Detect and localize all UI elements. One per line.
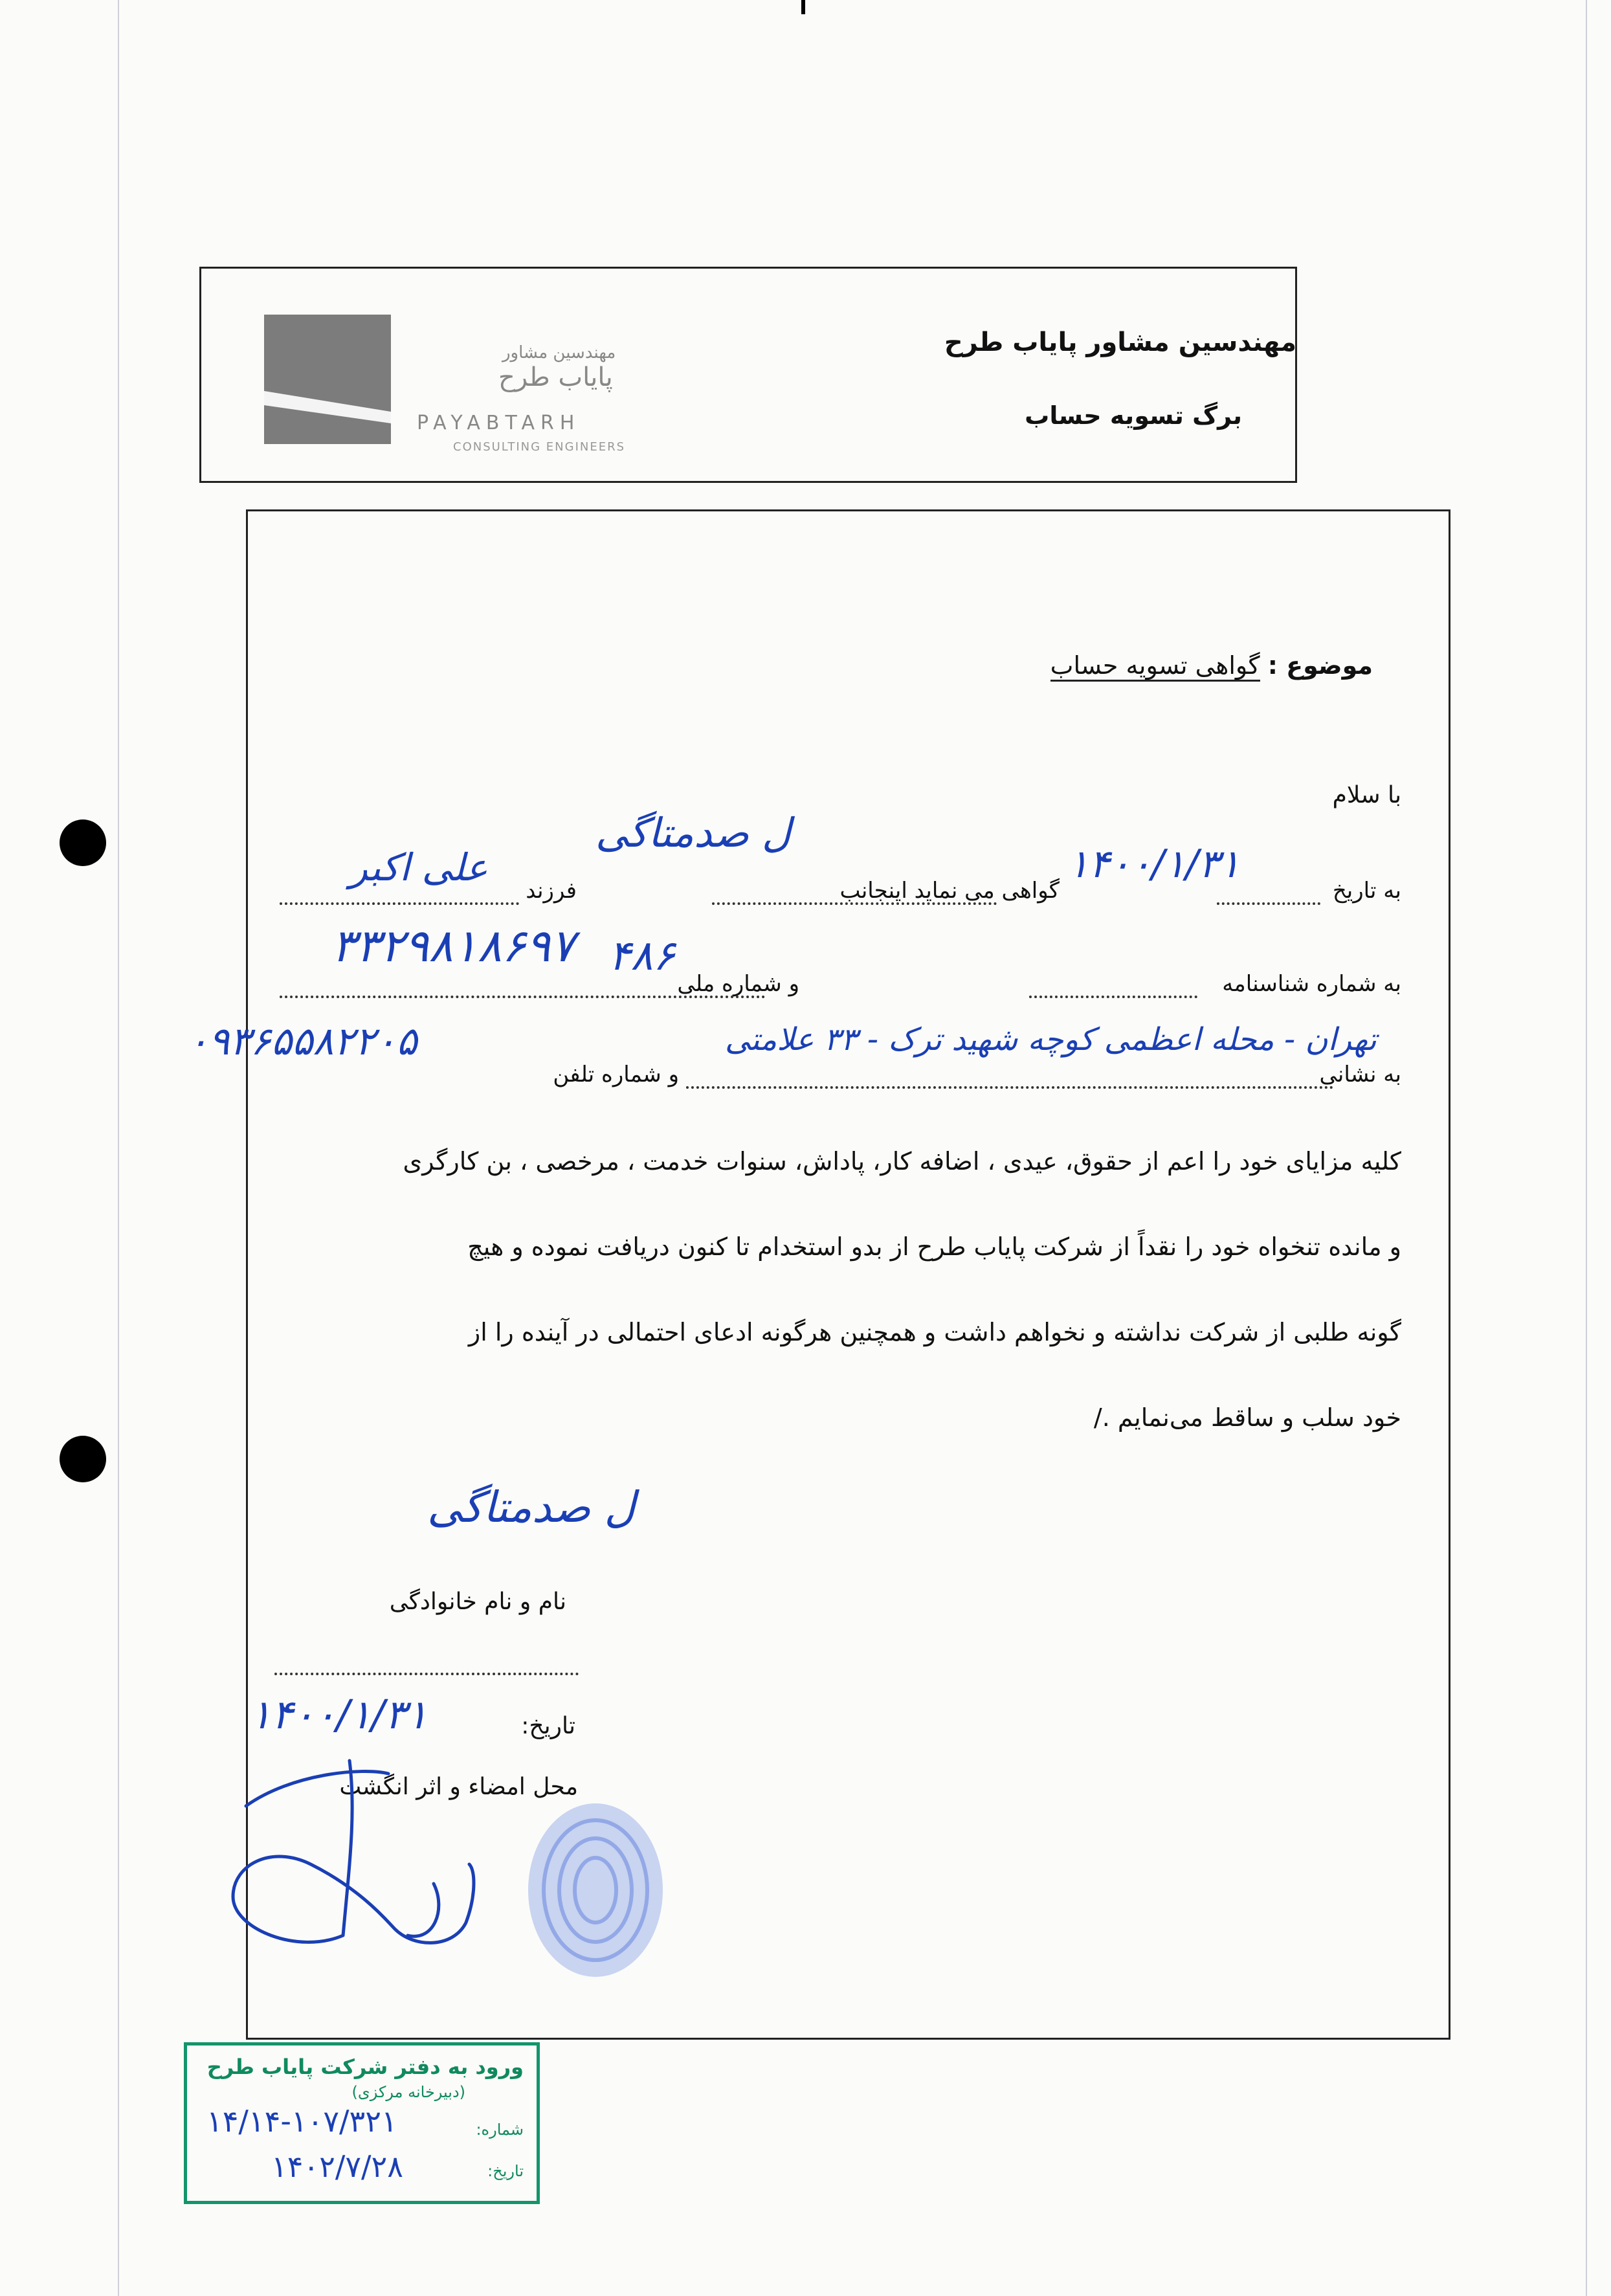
- handwritten-signature-name: ل صدمتاگی: [427, 1482, 636, 1532]
- page-margin-line-left: [118, 0, 119, 2296]
- stamp-number-value: ۱۴/۱۴-۱۰۷/۳۲۱: [206, 2104, 397, 2139]
- date-field: [1217, 902, 1320, 905]
- phone-label: و شماره تلفن: [553, 1062, 679, 1087]
- handwritten-address: تهران - محله اعظمی کوچه شهید ترک - ۳۳ علامتی: [725, 1021, 1377, 1058]
- fingerprint-mark: [518, 1793, 673, 1987]
- date-prefix-label: به تاریخ: [1332, 878, 1401, 904]
- page-top-mark: [801, 0, 805, 14]
- certify-text: گواهی می نماید اینجانب: [839, 878, 1060, 904]
- body-paragraph-line-4: خود سلب و ساقط می‌نمایم ./: [1093, 1403, 1401, 1432]
- handwritten-date: ۱۴۰۰/۱/۳۱: [1068, 841, 1241, 887]
- address-label: به نشانی: [1319, 1062, 1401, 1087]
- logo-en-tagline: CONSULTING ENGINEERS: [453, 440, 626, 454]
- punch-hole-bottom: [60, 1436, 106, 1482]
- stamp-title: ورود به دفتر شرکت پایاب طرح: [206, 2055, 524, 2079]
- signature-location-label: محل امضاء و اثر انگشت: [339, 1774, 578, 1800]
- handwritten-sign-date: ۱۴۰۰/۱/۳۱: [250, 1691, 428, 1738]
- id-number-label: به شماره شناسنامه: [1222, 971, 1401, 997]
- company-logo-mark: [264, 315, 391, 444]
- registration-stamp: [184, 2042, 540, 2204]
- handwritten-name: ل صدمتاگی: [595, 809, 791, 856]
- handwritten-national-id: ۳۳۲۹۸۱۸۶۹۷: [331, 919, 575, 972]
- address-field: [686, 1086, 1333, 1089]
- handwritten-father-name: علی اکبر: [350, 845, 488, 889]
- logo-fa-name: پایاب طرح: [498, 362, 613, 392]
- body-paragraph-line-2: و مانده تنخواه خود را نقداً از شرکت پایاب طرح از بدو استخدام تا کنون دریافت نموده و هیچ: [467, 1232, 1401, 1261]
- sign-date-label: تاریخ:: [521, 1713, 575, 1739]
- form-title: برگ تسویه حساب: [1025, 401, 1242, 430]
- logo-en-name: PAYABTARH: [417, 412, 581, 434]
- subject-value: گواهی تسویه حساب: [1050, 651, 1260, 682]
- id-number-field: [1029, 996, 1197, 998]
- company-name: مهندسین مشاور پایاب طرح: [944, 328, 1296, 357]
- stamp-date-value: ۱۴۰۲/۷/۲۸: [271, 2149, 403, 2184]
- stamp-subtitle: (دبیرخانه مرکزی): [351, 2083, 465, 2101]
- stamp-number-label: شماره:: [476, 2121, 524, 2139]
- father-name-field: [280, 902, 519, 905]
- national-id-label: و شماره ملی: [677, 971, 799, 997]
- stamp-date-label: تاریخ:: [487, 2162, 524, 2180]
- page-margin-line-right: [1586, 0, 1587, 2296]
- name-family-label: نام و نام خانوادگی: [389, 1588, 566, 1615]
- handwritten-id-number: ۴۸۶: [608, 932, 676, 980]
- punch-hole-top: [60, 819, 106, 866]
- child-of-label: فرزند: [526, 878, 577, 904]
- subject-line: [1050, 651, 1373, 680]
- greeting: با سلام: [1332, 782, 1401, 808]
- body-paragraph-line-1: کلیه مزایای خود را اعم از حقوق، عیدی ، اضافه کار، پاداش، سنوات خدمت ، مرخصی ، بن کارگری: [403, 1147, 1401, 1176]
- national-id-field: [280, 996, 765, 998]
- handwritten-phone: ۰۹۳۶۵۵۸۲۲۰۵: [188, 1019, 417, 1064]
- name-family-field: [274, 1673, 579, 1675]
- body-paragraph-line-3: گونه طلبی از شرکت نداشته و نخواهم داشت و همچنین هرگونه ادعای احتمالی در آینده را از: [468, 1318, 1401, 1346]
- logo-small-text: مهندسین مشاور: [502, 343, 616, 362]
- name-field: [712, 902, 997, 905]
- subject-label: موضوع :: [1267, 651, 1373, 680]
